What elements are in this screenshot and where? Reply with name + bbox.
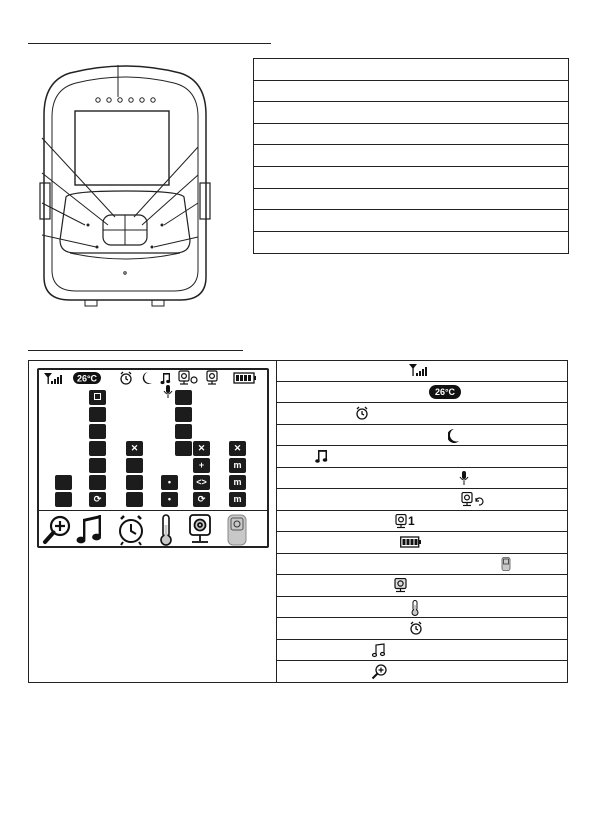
legend-row xyxy=(277,554,567,576)
legend-row xyxy=(254,189,568,211)
lcd-m-block: m xyxy=(229,475,246,490)
microphone-icon xyxy=(459,471,469,486)
legend-row xyxy=(277,575,567,597)
legend-row xyxy=(254,145,568,167)
thermometer-icon xyxy=(161,515,171,545)
legend-row xyxy=(254,81,568,103)
lcd-block xyxy=(89,458,106,473)
baby-unit-icon xyxy=(501,557,511,572)
legend-row xyxy=(277,382,567,404)
lcd-block xyxy=(175,390,192,405)
lcd-close-block: ✕ xyxy=(193,441,210,456)
display-icons-legend xyxy=(277,360,567,683)
legend-row xyxy=(277,618,567,640)
lcd-block xyxy=(89,441,106,456)
legend-row xyxy=(254,167,568,189)
section-1-rule xyxy=(28,43,271,44)
camera-cycle-icon xyxy=(179,371,197,384)
lcd-block xyxy=(175,424,192,439)
temperature-badge-text: 26°C xyxy=(76,373,98,384)
camera-1-icon xyxy=(395,514,407,529)
alarm-clock-icon xyxy=(408,621,424,636)
lcd-m-block: m xyxy=(229,492,246,507)
lcd-menu-icons xyxy=(40,513,266,547)
camera-icon xyxy=(190,515,210,542)
music-note-icon xyxy=(77,515,102,543)
microphone-icon xyxy=(163,385,173,399)
legend-row xyxy=(277,468,567,490)
signal-icon xyxy=(408,363,430,377)
lcd-block xyxy=(89,424,106,439)
lcd-block xyxy=(89,475,106,490)
legend-row xyxy=(254,59,568,81)
camera-icon xyxy=(394,578,408,593)
zoom-icon xyxy=(371,664,387,680)
legend-row xyxy=(277,511,567,533)
button-legend-table xyxy=(253,58,569,254)
parent-unit-diagram xyxy=(30,55,230,315)
lcd-dot-block: • xyxy=(161,492,178,507)
thermometer-icon xyxy=(410,600,420,616)
lcd-block xyxy=(89,407,106,422)
section-2-rule xyxy=(28,350,243,351)
lcd-block xyxy=(55,492,72,507)
legend-row xyxy=(254,232,568,254)
music-note-icon xyxy=(161,373,171,384)
legend-row xyxy=(277,446,567,468)
lcd-block xyxy=(126,475,143,490)
camera-number: 1 xyxy=(408,513,415,528)
lcd-status-bar xyxy=(40,370,266,386)
zoom-icon xyxy=(45,517,69,542)
temperature-badge: 26°C xyxy=(429,385,461,399)
legend-row xyxy=(277,403,567,425)
legend-row xyxy=(277,425,567,447)
legend-row xyxy=(277,532,567,554)
lcd-close-block: ✕ xyxy=(126,441,143,456)
legend-row xyxy=(277,360,567,382)
legend-row xyxy=(277,640,567,662)
lcd-sync-block: ⟳ xyxy=(89,492,106,507)
lcd-block xyxy=(126,458,143,473)
lcd-block xyxy=(89,390,106,405)
alarm-clock-icon xyxy=(120,516,142,545)
lcd-m-block: m xyxy=(229,458,246,473)
moon-icon xyxy=(448,428,460,443)
lcd-block xyxy=(175,407,192,422)
lcd-arrows-block: <> xyxy=(193,475,210,490)
camera-cycle-icon xyxy=(461,492,485,507)
signal-icon xyxy=(44,373,62,384)
baby-unit-icon xyxy=(228,515,246,545)
alarm-clock-icon xyxy=(354,406,370,421)
alarm-clock-icon xyxy=(121,372,131,384)
legend-row xyxy=(277,661,567,683)
battery-icon xyxy=(400,536,422,548)
lcd-block xyxy=(175,441,192,456)
lcd-plus-block: + xyxy=(193,458,210,473)
legend-row xyxy=(254,102,568,124)
camera-icon xyxy=(207,371,217,384)
legend-row xyxy=(277,489,567,511)
lcd-dot-block: • xyxy=(161,475,178,490)
legend-row xyxy=(254,210,568,232)
moon-icon xyxy=(143,372,152,384)
music-note-icon xyxy=(315,449,329,464)
battery-icon xyxy=(234,373,256,383)
legend-row xyxy=(277,597,567,619)
lcd-block xyxy=(55,475,72,490)
lcd-sync-block: ⟳ xyxy=(193,492,210,507)
legend-row xyxy=(254,124,568,146)
music-note-icon xyxy=(372,643,386,658)
lcd-block xyxy=(126,492,143,507)
lcd-close-block: ✕ xyxy=(229,441,246,456)
lcd-menu-divider xyxy=(37,510,269,511)
